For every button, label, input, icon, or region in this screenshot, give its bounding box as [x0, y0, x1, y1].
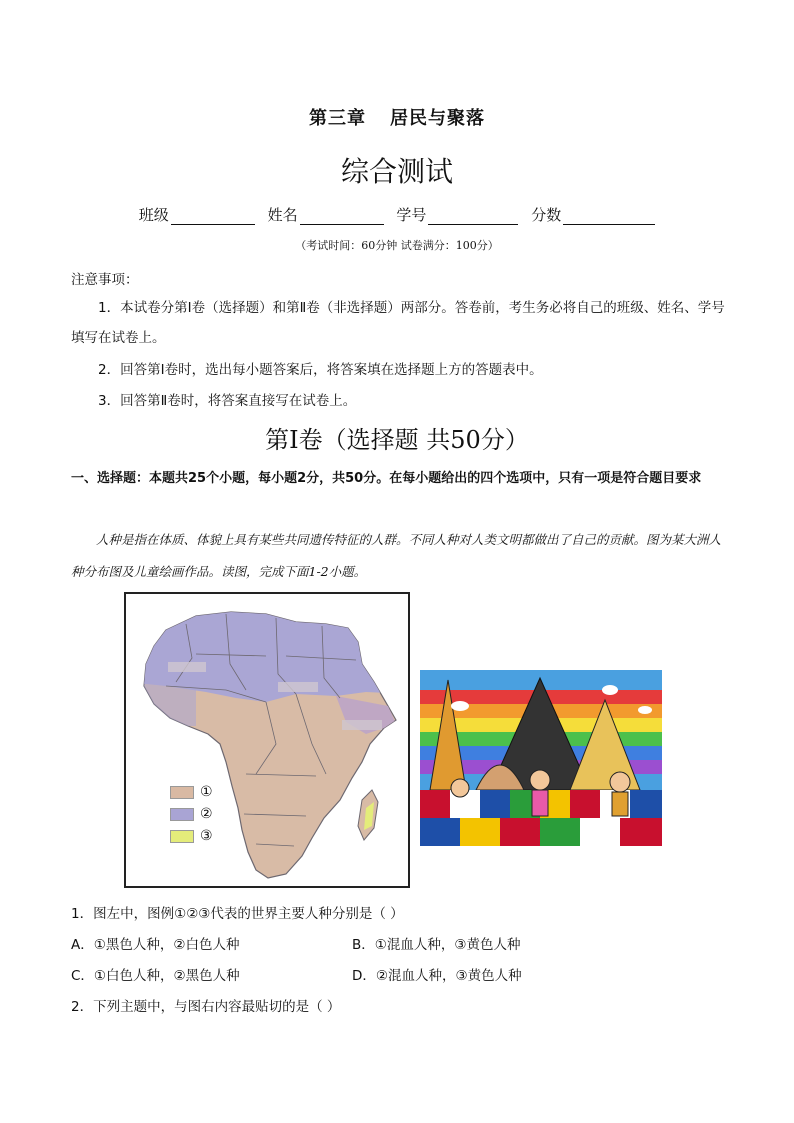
note-item: 3．回答第Ⅱ卷时，将答案直接写在试卷上。 [98, 393, 357, 409]
legend-item-3: ③ [170, 828, 213, 844]
legend-swatch [170, 786, 194, 799]
note-item: 2．回答第Ⅰ卷时，选出每小题答案后，将答案填在选择题上方的答题表中。 [98, 362, 543, 378]
question-1-option-d[interactable]: D．②混血人种，③黄色人种 [352, 968, 522, 984]
student-id-field[interactable]: 学号 [396, 204, 518, 225]
score-field[interactable]: 分数 [531, 204, 655, 225]
page-title: 综合测试 [340, 155, 453, 188]
question-intro: 人种是指在体质、体貌上具有某些共同遗传特征的人群。不同人种对人类文明都做出了自己的贡献。图为某大洲人种分布图及儿童绘画作品。读图，完成下面1-2小题。 [71, 532, 722, 579]
legend-swatch [170, 808, 194, 821]
question-2-stem: 2．下列主题中，与图右内容最贴切的是（ ） [71, 999, 341, 1015]
chapter-number: 第三章 [309, 108, 366, 129]
student-info-fields [0, 204, 794, 225]
name-field[interactable]: 姓名 [268, 204, 384, 225]
question-1-option-a[interactable]: A．①黑色人种，②白色人种 [71, 937, 240, 953]
class-field[interactable]: 班级 [139, 204, 255, 225]
children-drawing-svg [420, 670, 662, 846]
legend-item-1: ① [170, 784, 213, 800]
children-drawing [420, 670, 662, 846]
west-africa-region [126, 682, 196, 726]
section-title: 一、选择题：本题共25个小题，每小题2分，共50分。在每小题给出的四个选项中，只有一项是符合题目要求 [71, 471, 702, 486]
chapter-heading [0, 104, 794, 130]
legend-swatch [170, 830, 194, 843]
volume-title: 第Ⅰ卷（选择题 共50分） [265, 426, 529, 454]
africa-race-map [124, 592, 410, 888]
africa-map-svg [126, 594, 408, 886]
note-item: 1．本试卷分第Ⅰ卷（选择题）和第Ⅱ卷（非选择题）两部分。答卷前，考生务必将自己的班级、姓名、学号填写在试卷上。 [71, 300, 725, 346]
question-1-stem: 1．图左中，图例①②③代表的世界主要人种分别是（ ） [71, 906, 404, 922]
question-1-option-b[interactable]: B．①混血人种，③黄色人种 [352, 937, 521, 953]
question-1-option-c[interactable]: C．①白色人种，②黑色人种 [71, 968, 240, 984]
chapter-topic: 居民与聚落 [390, 108, 485, 129]
notes-title: 注意事项： [71, 272, 139, 288]
legend-item-2: ② [170, 806, 213, 822]
exam-info: （考试时间：60分钟 试卷满分：100分） [295, 239, 499, 252]
